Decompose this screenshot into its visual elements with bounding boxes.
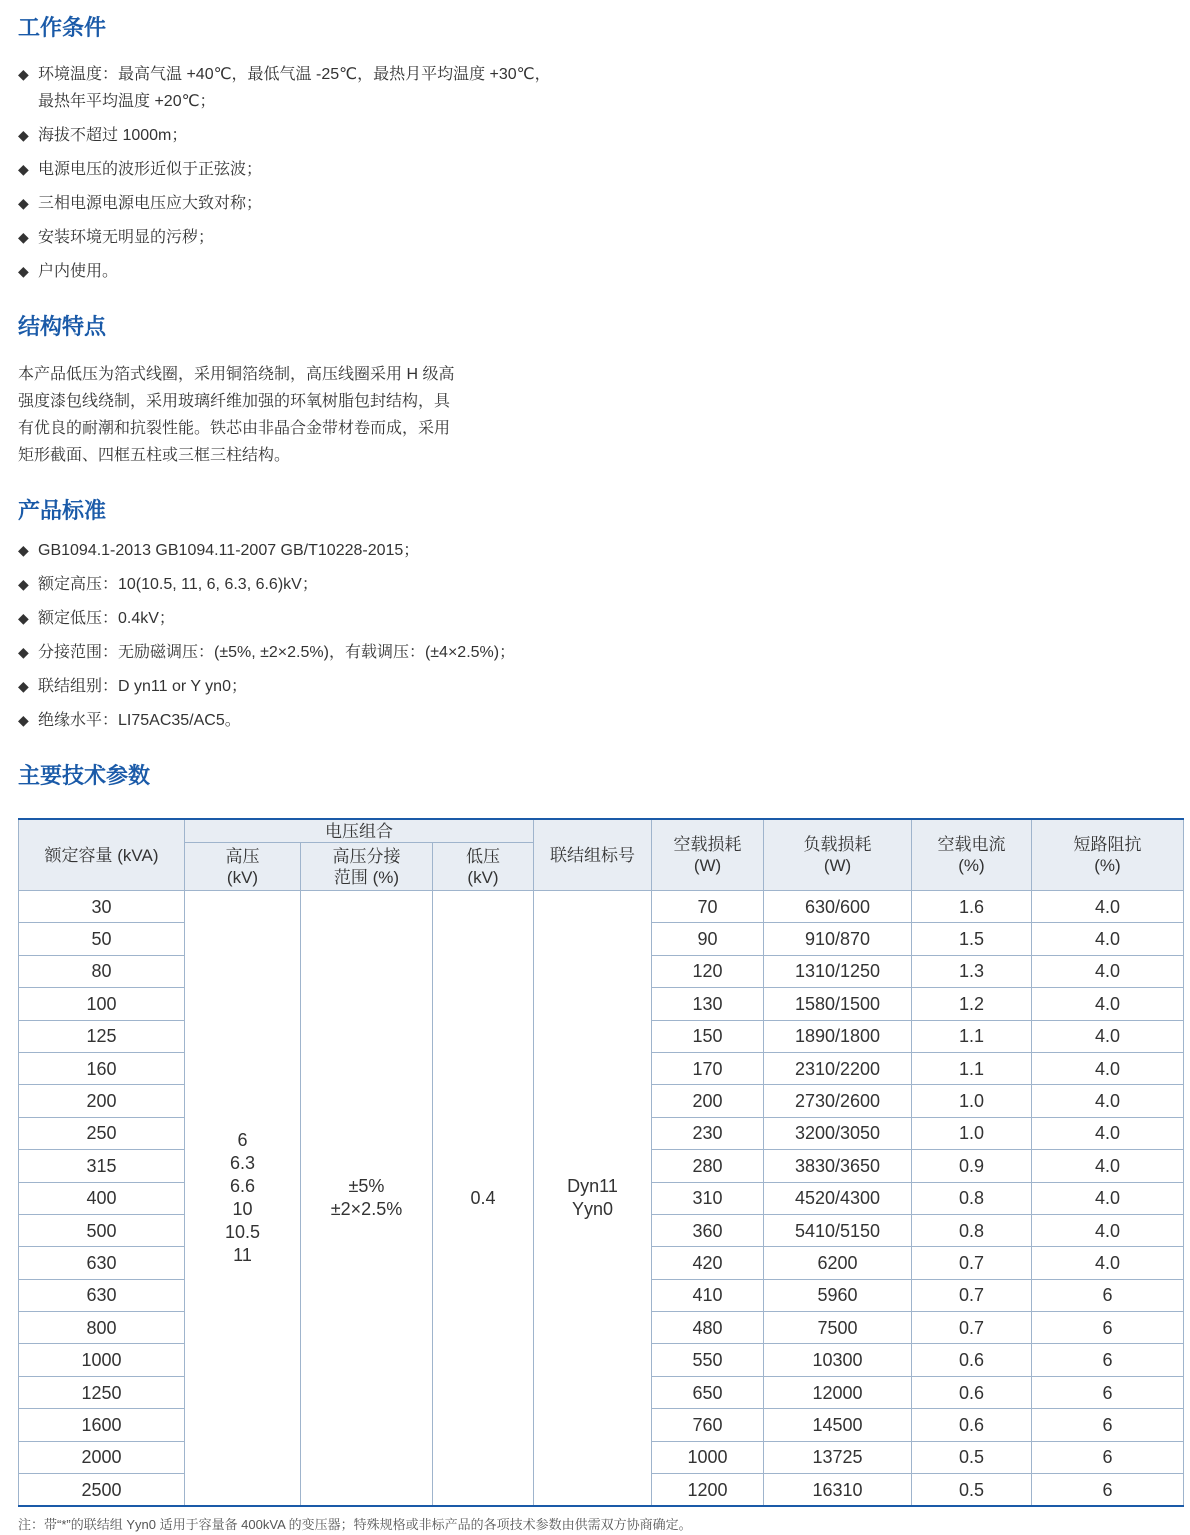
cell-noload-current: 1.1 <box>912 1052 1032 1084</box>
cell-noload-loss: 760 <box>652 1409 764 1441</box>
list-item <box>18 61 658 115</box>
list-item-text: 绝缘水平：LI75AC35/AC5。 <box>38 712 241 729</box>
cell-load-loss: 910/870 <box>764 923 912 955</box>
list-item-text: 安装环境无明显的污秽； <box>38 229 215 246</box>
cell-noload-current: 0.6 <box>912 1376 1032 1408</box>
cell-impedance: 4.0 <box>1032 955 1184 987</box>
list-item <box>18 224 658 251</box>
cell-connection-line: Dyn11 <box>567 1176 618 1197</box>
cell-rated-capacity: 500 <box>19 1214 185 1246</box>
cell-noload-current: 1.2 <box>912 988 1032 1020</box>
cell-noload-loss: 200 <box>652 1085 764 1117</box>
header-noload-current: 空载电流 (%) <box>912 819 1032 891</box>
cell-rated-capacity: 1600 <box>19 1409 185 1441</box>
cell-tap-range-line: ±5% <box>348 1176 385 1197</box>
paragraph-line: 矩形截面、四框五柱或三框三柱结构。 <box>18 447 291 464</box>
paragraph-line: 本产品低压为箔式线圈，采用铜箔绕制，高压线圈采用 H 级高 <box>18 366 455 383</box>
diamond-bullet-icon: ◆ <box>18 263 29 279</box>
cell-rated-capacity: 250 <box>19 1117 185 1149</box>
cell-rated-capacity: 100 <box>19 988 185 1020</box>
cell-noload-loss: 120 <box>652 955 764 987</box>
list-item-text: GB1094.1-2013 GB1094.11-2007 GB/T10228-2015； <box>38 542 420 559</box>
diamond-bullet-icon: ◆ <box>18 229 29 245</box>
cell-noload-current: 0.6 <box>912 1344 1032 1376</box>
cell-rated-capacity: 630 <box>19 1247 185 1279</box>
header-rated-capacity: 额定容量 (kVA) <box>19 819 185 891</box>
cell-load-loss: 630/600 <box>764 891 912 923</box>
cell-load-loss: 5960 <box>764 1279 912 1311</box>
diamond-bullet-icon: ◆ <box>18 542 29 558</box>
cell-impedance: 4.0 <box>1032 1214 1184 1246</box>
cell-load-loss: 12000 <box>764 1376 912 1408</box>
cell-noload-loss: 410 <box>652 1279 764 1311</box>
diamond-bullet-icon: ◆ <box>18 66 29 82</box>
cell-noload-current: 0.7 <box>912 1279 1032 1311</box>
cell-impedance: 4.0 <box>1032 1247 1184 1279</box>
header-impedance: 短路阻抗 (%) <box>1032 819 1184 891</box>
cell-load-loss: 14500 <box>764 1409 912 1441</box>
section-title-working-conditions: 工作条件 <box>18 15 107 40</box>
cell-hv <box>185 891 301 1507</box>
cell-tap-range-line: ±2×2.5% <box>330 1199 403 1220</box>
header-lv: 低压 (kV) <box>433 843 534 891</box>
list-item-text: 海拔不超过 1000m； <box>38 127 188 144</box>
cell-impedance: 6 <box>1032 1441 1184 1473</box>
list-item <box>18 190 658 217</box>
diamond-bullet-icon: ◆ <box>18 576 29 592</box>
cell-impedance: 4.0 <box>1032 1085 1184 1117</box>
cell-hv-line: 10 <box>232 1199 253 1220</box>
cell-load-loss: 4520/4300 <box>764 1182 912 1214</box>
cell-impedance: 4.0 <box>1032 1020 1184 1052</box>
cell-load-loss: 7500 <box>764 1312 912 1344</box>
cell-impedance: 6 <box>1032 1312 1184 1344</box>
cell-hv-line: 6.3 <box>229 1153 256 1174</box>
cell-impedance: 6 <box>1032 1344 1184 1376</box>
cell-noload-current: 0.8 <box>912 1182 1032 1214</box>
cell-noload-current: 1.0 <box>912 1117 1032 1149</box>
cell-hv-line: 11 <box>233 1245 252 1266</box>
cell-hv-line: 6 <box>237 1130 248 1151</box>
cell-connection <box>534 891 652 1507</box>
cell-load-loss: 5410/5150 <box>764 1214 912 1246</box>
cell-noload-loss: 420 <box>652 1247 764 1279</box>
cell-rated-capacity: 2000 <box>19 1441 185 1473</box>
cell-noload-loss: 130 <box>652 988 764 1020</box>
cell-noload-loss: 650 <box>652 1376 764 1408</box>
cell-impedance: 4.0 <box>1032 1052 1184 1084</box>
cell-noload-loss: 90 <box>652 923 764 955</box>
cell-rated-capacity: 1250 <box>19 1376 185 1408</box>
list-item-text: 户内使用。 <box>38 263 119 280</box>
list-item <box>18 156 658 183</box>
cell-noload-loss: 230 <box>652 1117 764 1149</box>
cell-rated-capacity: 200 <box>19 1085 185 1117</box>
diamond-bullet-icon: ◆ <box>18 195 29 211</box>
diamond-bullet-icon: ◆ <box>18 610 29 626</box>
diamond-bullet-icon: ◆ <box>18 127 29 143</box>
cell-noload-loss: 310 <box>652 1182 764 1214</box>
list-item-text: 额定高压：10(10.5, 11, 6, 6.3, 6.6)kV； <box>38 576 318 593</box>
cell-noload-current: 1.6 <box>912 891 1032 923</box>
cell-impedance: 6 <box>1032 1474 1184 1507</box>
cell-impedance: 4.0 <box>1032 1150 1184 1182</box>
section-title-structure: 结构特点 <box>18 314 107 339</box>
cell-noload-current: 1.1 <box>912 1020 1032 1052</box>
cell-impedance: 4.0 <box>1032 1182 1184 1214</box>
cell-noload-loss: 480 <box>652 1312 764 1344</box>
cell-impedance: 4.0 <box>1032 1117 1184 1149</box>
list-item-text-cont: 最热年平均温度 +20℃； <box>38 93 216 110</box>
cell-rated-capacity: 2500 <box>19 1474 185 1507</box>
header-voltage-combo: 电压组合 <box>185 819 534 843</box>
parameters-table <box>18 818 1184 1507</box>
cell-rated-capacity: 125 <box>19 1020 185 1052</box>
header-noload-loss: 空载损耗 (W) <box>652 819 764 891</box>
cell-rated-capacity: 315 <box>19 1150 185 1182</box>
diamond-bullet-icon: ◆ <box>18 712 29 728</box>
cell-load-loss: 3200/3050 <box>764 1117 912 1149</box>
list-item-text: 环境温度：最高气温 +40℃，最低气温 -25℃，最热月平均温度 +30℃， <box>38 66 551 83</box>
cell-rated-capacity: 50 <box>19 923 185 955</box>
cell-noload-current: 0.7 <box>912 1312 1032 1344</box>
working-conditions-list <box>18 61 658 285</box>
cell-rated-capacity: 800 <box>19 1312 185 1344</box>
cell-noload-loss: 1200 <box>652 1474 764 1507</box>
cell-noload-loss: 150 <box>652 1020 764 1052</box>
header-connection: 联结组标号 <box>534 819 652 891</box>
cell-load-loss: 2310/2200 <box>764 1052 912 1084</box>
diamond-bullet-icon: ◆ <box>18 161 29 177</box>
cell-connection-line: Yyn0 <box>571 1199 614 1220</box>
cell-impedance: 4.0 <box>1032 988 1184 1020</box>
paragraph-line: 强度漆包线绕制，采用玻璃纤维加强的环氧树脂包封结构，具 <box>18 393 451 410</box>
section-title-standards: 产品标准 <box>18 498 107 523</box>
cell-noload-loss: 550 <box>652 1344 764 1376</box>
list-item <box>18 605 658 632</box>
cell-impedance: 6 <box>1032 1409 1184 1441</box>
header-hv: 高压 (kV) <box>185 843 301 891</box>
list-item-text: 联结组别：D yn11 or Y yn0； <box>38 678 247 695</box>
paragraph-line: 有优良的耐潮和抗裂性能。铁芯由非晶合金带材卷而成，采用 <box>18 420 451 437</box>
cell-noload-current: 1.0 <box>912 1085 1032 1117</box>
list-item <box>18 537 658 564</box>
cell-load-loss: 1580/1500 <box>764 988 912 1020</box>
cell-noload-current: 1.3 <box>912 955 1032 987</box>
cell-lv: 0.4 <box>433 891 534 1507</box>
header-tap-range: 高压分接 范围 (%) <box>301 843 433 891</box>
cell-load-loss: 10300 <box>764 1344 912 1376</box>
structure-paragraph <box>18 361 498 469</box>
cell-impedance: 4.0 <box>1032 923 1184 955</box>
cell-rated-capacity: 30 <box>19 891 185 923</box>
cell-hv-line: 10.5 <box>224 1222 261 1243</box>
cell-noload-loss: 1000 <box>652 1441 764 1473</box>
list-item <box>18 571 658 598</box>
cell-load-loss: 2730/2600 <box>764 1085 912 1117</box>
cell-noload-current: 0.7 <box>912 1247 1032 1279</box>
cell-noload-current: 0.5 <box>912 1441 1032 1473</box>
cell-noload-loss: 360 <box>652 1214 764 1246</box>
header-load-loss: 负载损耗 (W) <box>764 819 912 891</box>
cell-rated-capacity: 1000 <box>19 1344 185 1376</box>
section-title-params: 主要技术参数 <box>18 763 151 788</box>
cell-rated-capacity: 80 <box>19 955 185 987</box>
cell-noload-current: 0.9 <box>912 1150 1032 1182</box>
cell-noload-current: 0.5 <box>912 1474 1032 1507</box>
list-item-text: 电源电压的波形近似于正弦波； <box>38 161 263 178</box>
cell-noload-current: 1.5 <box>912 923 1032 955</box>
cell-tap-range <box>301 891 433 1507</box>
diamond-bullet-icon: ◆ <box>18 678 29 694</box>
cell-noload-current: 0.8 <box>912 1214 1032 1246</box>
table-footnote: 注：带“*”的联结组 Yyn0 适用于容量备 400kVA 的变压器；特殊规格或非标产品的各项技术参数由供需双方协商确定。 <box>18 1517 692 1532</box>
cell-rated-capacity: 400 <box>19 1182 185 1214</box>
cell-load-loss: 1310/1250 <box>764 955 912 987</box>
cell-noload-current: 0.6 <box>912 1409 1032 1441</box>
standards-list <box>18 537 658 734</box>
diamond-bullet-icon: ◆ <box>18 644 29 660</box>
cell-noload-loss: 170 <box>652 1052 764 1084</box>
list-item <box>18 639 658 666</box>
list-item <box>18 258 658 285</box>
cell-load-loss: 6200 <box>764 1247 912 1279</box>
cell-impedance: 4.0 <box>1032 891 1184 923</box>
cell-rated-capacity: 160 <box>19 1052 185 1084</box>
list-item <box>18 673 658 700</box>
list-item-text: 额定低压：0.4kV； <box>38 610 175 627</box>
list-item-text: 三相电源电源电压应大致对称； <box>38 195 263 212</box>
cell-noload-loss: 70 <box>652 891 764 923</box>
list-item <box>18 707 658 734</box>
cell-noload-loss: 280 <box>652 1150 764 1182</box>
cell-impedance: 6 <box>1032 1376 1184 1408</box>
table-row <box>19 891 1184 923</box>
cell-impedance: 6 <box>1032 1279 1184 1311</box>
list-item <box>18 122 658 149</box>
cell-rated-capacity: 630 <box>19 1279 185 1311</box>
cell-load-loss: 3830/3650 <box>764 1150 912 1182</box>
cell-hv-line: 6.6 <box>229 1176 256 1197</box>
cell-load-loss: 1890/1800 <box>764 1020 912 1052</box>
cell-load-loss: 13725 <box>764 1441 912 1473</box>
list-item-text: 分接范围：无励磁调压：(±5%, ±2×2.5%)，有载调压：(±4×2.5%)； <box>38 644 516 661</box>
cell-load-loss: 16310 <box>764 1474 912 1507</box>
